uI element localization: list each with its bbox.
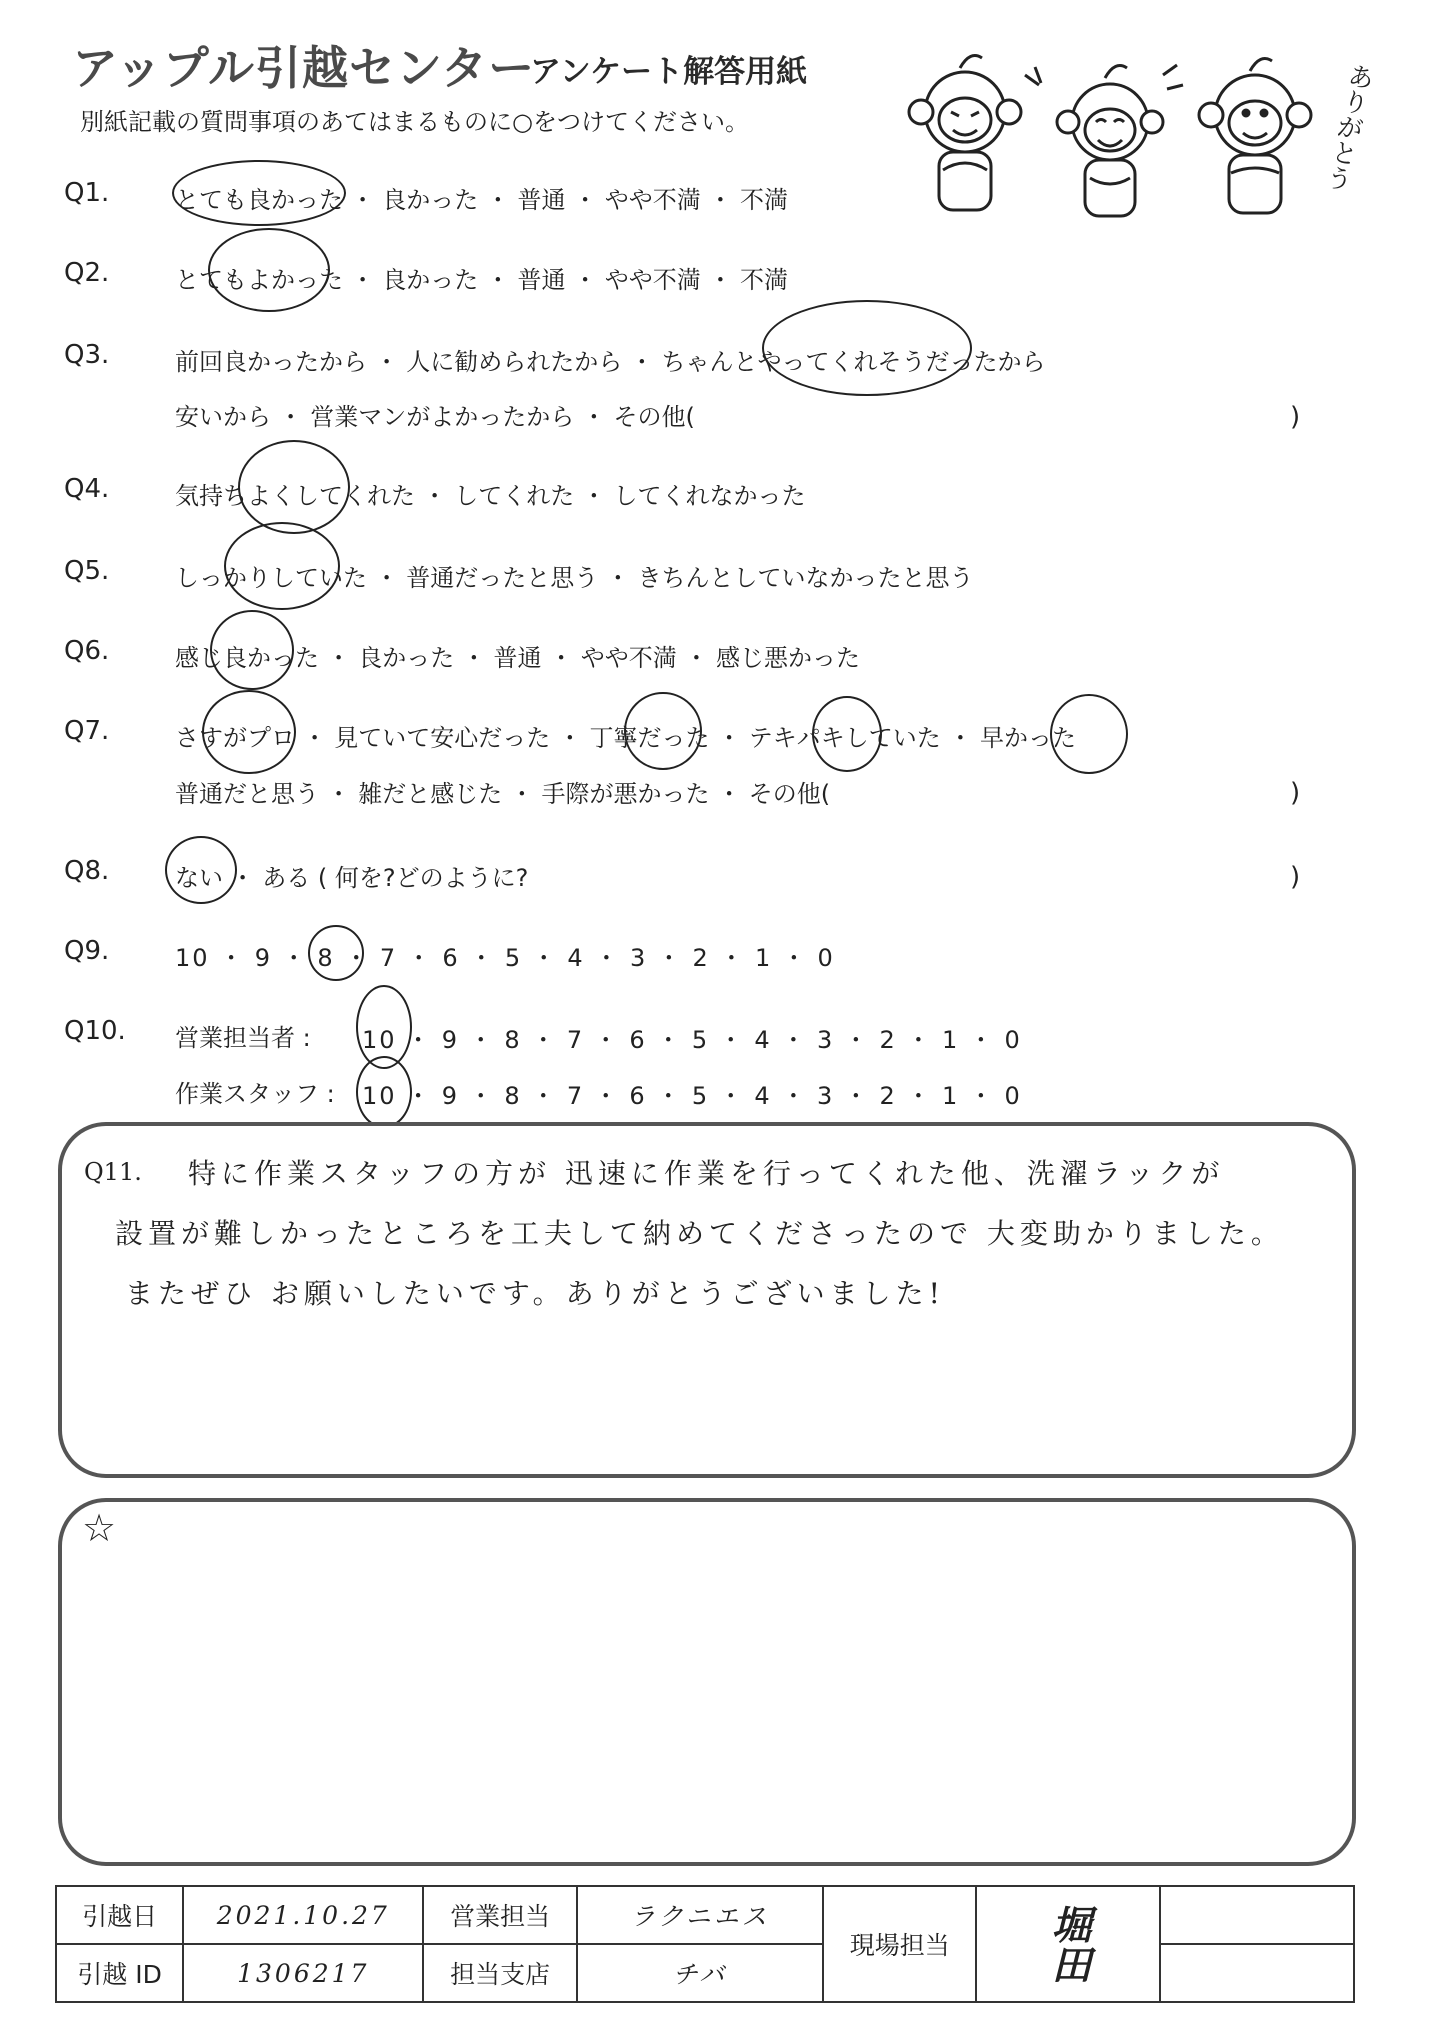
form-subtitle: アンケート解答用紙 <box>530 54 808 90</box>
move-id-value: 1306217 <box>183 1944 423 2002</box>
sales-rep-label: 営業担当 <box>423 1886 576 1944</box>
q8-options[interactable]: ない ・ ある ( 何を?どのように? <box>175 864 529 892</box>
q7-options-line1[interactable]: さすがプロ ・ 見ていて安心だった ・ 丁寧だった ・ テキパキしていた ・ 早かった <box>175 724 1077 752</box>
move-date-label: 引越日 <box>56 1886 183 1944</box>
q8-close: ) <box>1290 862 1301 892</box>
q3-options-line1[interactable]: 前回良かったから ・ 人に勧められたから ・ ちゃんとやってくれそうだったから <box>175 348 1046 376</box>
q3-answer-circle <box>762 300 972 396</box>
q10-label: Q10. <box>64 1016 126 1046</box>
q4-label: Q4. <box>64 474 110 504</box>
q7-other-close: ) <box>1290 778 1301 808</box>
blank-cell-top <box>1160 1886 1354 1944</box>
q5-answer-circle <box>224 522 340 610</box>
q2-options[interactable]: とてもよかった ・ 良かった ・ 普通 ・ やや不満 ・ 不満 <box>175 266 789 294</box>
star-icon: ☆ <box>82 1506 117 1550</box>
move-date-value: 2021.10.27 <box>183 1886 423 1944</box>
q10-staff-answer-circle <box>356 1056 412 1128</box>
q5-options[interactable]: しっかりしていた ・ 普通だったと思う ・ きちんとしていなかったと思う <box>175 564 974 592</box>
q2-answer-circle <box>208 228 330 312</box>
q11-handwriting-line2: 設置が難しかったところを工夫して納めてくださったので 大変助かりました。 <box>115 1217 1284 1250</box>
q7-circle-fast <box>1050 694 1128 774</box>
blank-cell-bottom <box>1160 1944 1354 2002</box>
company-title: アップル引越センター <box>72 41 536 95</box>
q7-circle-brisk <box>812 696 882 772</box>
q2-label: Q2. <box>64 258 110 288</box>
q10-sales-label: 営業担当者 : <box>175 1024 311 1052</box>
q9-scale[interactable]: 10 ・ 9 ・ 8 ・ 7 ・ 6 ・ 5 ・ 4 ・ 3 ・ 2 ・ 1 ・ 0 <box>175 944 835 972</box>
q11-label: Q11. <box>84 1158 142 1186</box>
q7-label: Q7. <box>64 716 110 746</box>
q3-label: Q3. <box>64 340 110 370</box>
footer-info-table <box>55 1885 1355 2003</box>
q10-sales-scale[interactable]: 10 ・ 9 ・ 8 ・ 7 ・ 6 ・ 5 ・ 4 ・ 3 ・ 2 ・ 1 ・ 0 <box>362 1026 1022 1054</box>
q11-handwriting-line1: 特に作業スタッフの方が 迅速に作業を行ってくれた他、洗濯ラックが <box>188 1157 1225 1190</box>
q11-handwriting-line3: またぜひ お願いしたいです。ありがとうございました! <box>125 1277 945 1310</box>
q1-answer-circle <box>172 160 346 226</box>
q9-label: Q9. <box>64 936 110 966</box>
q6-answer-circle <box>210 610 294 690</box>
site-rep-value: 堀田 <box>976 1886 1160 2002</box>
q8-label: Q8. <box>64 856 110 886</box>
site-rep-label: 現場担当 <box>823 1886 976 2002</box>
q6-label: Q6. <box>64 636 110 666</box>
star-comment-box[interactable] <box>58 1498 1356 1866</box>
q7-circle-polite <box>624 692 702 770</box>
q5-label: Q5. <box>64 556 110 586</box>
branch-value: チバ <box>577 1944 823 2002</box>
sales-rep-value: ラクニエス <box>577 1886 823 1944</box>
branch-label: 担当支店 <box>423 1944 576 2002</box>
move-id-label: 引越 ID <box>56 1944 183 2002</box>
q3-options-line2[interactable]: 安いから ・ 営業マンがよかったから ・ その他( <box>175 403 695 431</box>
q7-options-line2[interactable]: 普通だと思う ・ 雑だと感じた ・ 手際が悪かった ・ その他( <box>175 780 831 808</box>
q1-label: Q1. <box>64 178 110 208</box>
q7-circle-pro <box>202 690 296 774</box>
q3-other-close: ) <box>1290 402 1301 432</box>
q4-answer-circle <box>238 440 350 534</box>
instruction-text: 別紙記載の質問事項のあてはまるものに○をつけてください。 <box>80 108 749 136</box>
q1-options[interactable]: とても良かった ・ 良かった ・ 普通 ・ やや不満 ・ 不満 <box>175 186 789 214</box>
q10-staff-scale[interactable]: 10 ・ 9 ・ 8 ・ 7 ・ 6 ・ 5 ・ 4 ・ 3 ・ 2 ・ 1 ・ 0 <box>362 1082 1022 1110</box>
q6-options[interactable]: 感じ良かった ・ 良かった ・ 普通 ・ やや不満 ・ 感じ悪かった <box>175 644 861 672</box>
mascot-monkeys-illustration <box>895 45 1370 225</box>
q4-options[interactable]: 気持ちよくしてくれた ・ してくれた ・ してくれなかった <box>175 482 806 510</box>
mascot-caption: ありがとう <box>1319 60 1377 194</box>
q9-answer-circle <box>308 925 364 981</box>
q10-staff-label: 作業スタッフ : <box>175 1080 335 1108</box>
q8-answer-circle <box>165 836 237 904</box>
